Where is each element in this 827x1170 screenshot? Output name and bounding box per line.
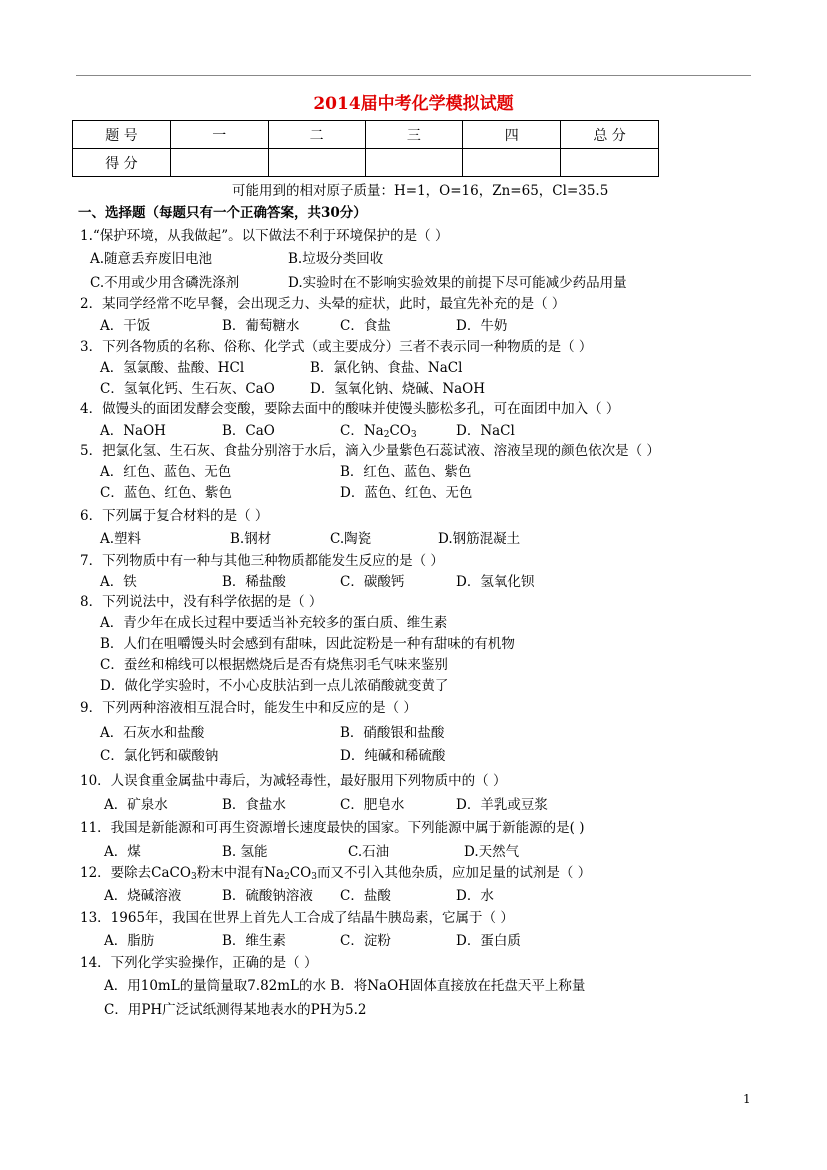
option-d: D．牛奶 bbox=[456, 318, 508, 334]
score-header-cell: 题 号 bbox=[73, 121, 171, 149]
stem-text: 12．要除去CaCO bbox=[80, 865, 191, 881]
option-c: C．氢氧化钙、生石灰、CaO bbox=[100, 381, 275, 397]
option-b: B．葡萄糖水 bbox=[222, 318, 300, 334]
score-table-header-row bbox=[73, 121, 659, 149]
option-a: A．煤 bbox=[104, 844, 141, 860]
option-a: A.塑料 bbox=[100, 531, 142, 547]
option-a: A．石灰水和盐酸 bbox=[100, 725, 205, 741]
option-b: B．CaO bbox=[222, 423, 275, 439]
option-c: C．淀粉 bbox=[340, 933, 391, 949]
score-cell bbox=[170, 149, 268, 177]
option-a: A．红色、蓝色、无色 bbox=[100, 464, 232, 480]
section-heading: 一、选择题（每题只有一个正确答案，共30分） bbox=[78, 205, 367, 221]
option-b: B．维生素 bbox=[222, 933, 286, 949]
option-d: D．做化学实验时，不小心皮肤沾到一点儿浓硝酸就变黄了 bbox=[100, 678, 449, 694]
option-c: C．盐酸 bbox=[340, 888, 391, 904]
question-stem: 6．下列属于复合材料的是（ ） bbox=[80, 508, 269, 524]
question-stem: 14．下列化学实验操作，正确的是（ ） bbox=[80, 955, 318, 971]
question-stem: 2．某同学经常不吃早餐，会出现乏力、头晕的症状，此时，最宜先补充的是（ ） bbox=[80, 296, 566, 312]
score-table bbox=[72, 120, 659, 177]
score-row-label: 得 分 bbox=[73, 149, 171, 177]
option-b: B．硫酸钠溶液 bbox=[222, 888, 313, 904]
score-header-cell: 四 bbox=[463, 121, 561, 149]
option-d: D．蛋白质 bbox=[456, 933, 521, 949]
option-b: B.钢材 bbox=[230, 531, 272, 547]
option-d: D．氢氧化钠、烧碱、NaOH bbox=[310, 381, 486, 397]
option-d: D．氢氧化钡 bbox=[456, 574, 535, 590]
option-d: D.钢筋混凝土 bbox=[438, 531, 521, 547]
option-c: C.石油 bbox=[348, 844, 390, 860]
option-d: D．水 bbox=[456, 888, 494, 904]
question-stem: 10．人误食重金属盐中毒后，为减轻毒性，最好服用下列物质中的（ ） bbox=[80, 773, 507, 789]
subscript: 3 bbox=[190, 872, 197, 882]
option-a: A．氢氯酸、盐酸、HCl bbox=[100, 360, 245, 376]
option-c: C．蚕丝和棉线可以根据燃烧后是否有烧焦羽毛气味来鉴别 bbox=[100, 657, 448, 673]
question-stem bbox=[80, 863, 591, 887]
option-b: B．红色、蓝色、紫色 bbox=[340, 464, 472, 480]
score-cell bbox=[268, 149, 365, 177]
option-b: B．食盐水 bbox=[222, 797, 286, 813]
option-d: D.天然气 bbox=[464, 844, 520, 860]
score-header-cell: 总 分 bbox=[561, 121, 659, 149]
header-rule bbox=[76, 75, 751, 76]
question-stem: 3．下列各物质的名称、俗称、化学式（或主要成分）三者不表示同一种物质的是（ ） bbox=[80, 339, 593, 355]
option-c: C．碳酸钙 bbox=[340, 574, 405, 590]
subscript: 3 bbox=[410, 430, 417, 440]
option-b: B．稀盐酸 bbox=[222, 574, 286, 590]
option-b: B．氯化钠、食盐、NaCl bbox=[310, 360, 463, 376]
subscript: 3 bbox=[311, 872, 317, 882]
score-header-cell: 一 bbox=[170, 121, 268, 149]
option-a: A．脂肪 bbox=[104, 933, 155, 949]
option-c-text: CO bbox=[389, 423, 411, 439]
score-header-cell: 三 bbox=[365, 121, 463, 149]
option-c: C．氯化钙和碳酸钠 bbox=[100, 748, 219, 764]
option-a-b: A．用10mL的量筒量取7.82mL的水 B．将NaOH固体直接放在托盘天平上称量 bbox=[104, 978, 586, 994]
question-stem: 8．下列说法中，没有科学依据的是（ ） bbox=[80, 594, 323, 610]
subscript: 2 bbox=[284, 872, 290, 882]
option-c: C．肥皂水 bbox=[340, 797, 405, 813]
option-a: A．NaOH bbox=[100, 423, 166, 439]
subscript: 2 bbox=[383, 430, 390, 440]
option-c: C．食盐 bbox=[340, 318, 391, 334]
question-stem: 13．1965年，我国在世界上首先人工合成了结晶牛胰岛素，它属于（ ） bbox=[80, 910, 514, 926]
option-c: C．蓝色、红色、紫色 bbox=[100, 485, 232, 501]
option-a: A．干饭 bbox=[100, 318, 151, 334]
question-stem: 11．我国是新能源和可再生资源增长速度最快的国家。下列能源中属于新能源的是( ) bbox=[80, 820, 585, 836]
question-stem: 5．把氯化氢、生石灰、食盐分别溶于水后，滴入少量紫色石蕊试液、溶液呈现的颜色依次是（ ） bbox=[80, 443, 660, 459]
option-d: D．羊乳或豆浆 bbox=[456, 797, 548, 813]
option-a: A．铁 bbox=[100, 574, 137, 590]
option-d: D．蓝色、红色、无色 bbox=[340, 485, 473, 501]
stem-text: 粉末中混有Na bbox=[196, 865, 285, 881]
page-title: 2014届中考化学模拟试题 bbox=[313, 94, 514, 114]
question-stem: 1.“保护环境，从我做起”。以下做法不利于环境保护的是（ ） bbox=[80, 228, 449, 244]
option-b: B.垃圾分类回收 bbox=[288, 251, 384, 267]
score-cell bbox=[561, 149, 659, 177]
option-a: A．烧碱溶液 bbox=[104, 888, 182, 904]
option-a: A.随意丢弃废旧电池 bbox=[90, 251, 213, 267]
option-c: C．用PH广泛试纸测得某地表水的PH为5.2 bbox=[104, 1002, 367, 1018]
option-d: D.实验时在不影响实验效果的前提下尽可能减少药品用量 bbox=[288, 275, 627, 291]
stem-text: 而又不引入其他杂质，应加足量的试剂是（ ） bbox=[316, 865, 592, 881]
option-c: C.陶瓷 bbox=[330, 531, 372, 547]
option-d: D．NaCl bbox=[456, 423, 515, 439]
question-stem: 7．下列物质中有一种与其他三种物质都能发生反应的是（ ） bbox=[80, 553, 444, 569]
question-stem: 9．下列两种溶液相互混合时，能发生中和反应的是（ ） bbox=[80, 700, 417, 716]
stem-text: CO bbox=[289, 865, 312, 881]
option-b: B．硝酸银和盐酸 bbox=[340, 725, 445, 741]
score-cell bbox=[463, 149, 561, 177]
score-table-score-row bbox=[73, 149, 659, 177]
question-stem: 4．做馒头的面团发酵会变酸，要除去面中的酸味并使馒头膨松多孔，可在面团中加入（ ） bbox=[80, 401, 620, 417]
option-a: A．矿泉水 bbox=[104, 797, 168, 813]
option-c-text: C．Na bbox=[340, 423, 384, 439]
option-b: B．人们在咀嚼馒头时会感到有甜味，因此淀粉是一种有甜味的有机物 bbox=[100, 636, 515, 652]
option-b: B. 氢能 bbox=[222, 844, 268, 860]
option-d: D．纯碱和稀硫酸 bbox=[340, 748, 446, 764]
atomic-mass-note: 可能用到的相对原子质量：H=1，O=16，Zn=65，Cl=35.5 bbox=[232, 183, 609, 199]
option-c: C.不用或少用含磷洗涤剂 bbox=[90, 275, 240, 291]
score-header-cell: 二 bbox=[268, 121, 365, 149]
page-number: 1 bbox=[743, 1092, 751, 1106]
score-cell bbox=[365, 149, 463, 177]
option-a: A．青少年在成长过程中要适当补充较多的蛋白质、维生素 bbox=[100, 615, 448, 631]
